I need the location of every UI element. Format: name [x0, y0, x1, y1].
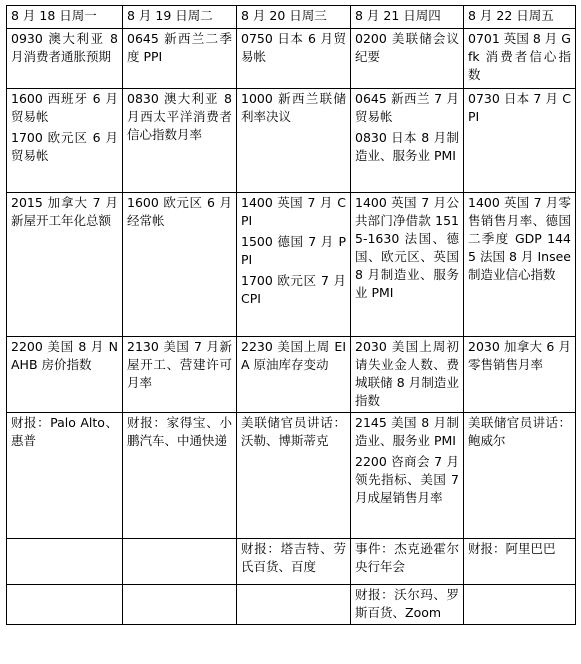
cell-wednesday — [237, 585, 351, 625]
header-day-tuesday: 8 月 19 日周二 — [123, 6, 237, 29]
header-day-friday: 8 月 22 日周五 — [464, 6, 576, 29]
event-entry: 财报：Palo Alto、惠普 — [11, 415, 118, 448]
event-entry: 0750 日本 6 月贸易帐 — [241, 31, 346, 64]
cell-monday — [7, 539, 123, 585]
cell-thursday — [351, 337, 464, 413]
cell-wednesday — [237, 29, 351, 89]
cell-thursday — [351, 29, 464, 89]
table-row — [7, 337, 576, 413]
cell-friday — [464, 585, 576, 625]
event-entry: 1400 英国 7 月 CPI — [241, 195, 346, 228]
cell-wednesday — [237, 193, 351, 337]
cell-friday — [464, 413, 576, 539]
event-entry: 1400 英国 7 月公共部门净借款 1515-1630 法国、德国、欧元区、英国 8 月制造业、服务业 PMI — [355, 195, 459, 300]
header-day-thursday: 8 月 21 日周四 — [351, 6, 464, 29]
cell-friday — [464, 89, 576, 193]
event-entry: 2145 美国 8 月制造业、服务业 PMI — [355, 415, 459, 448]
calendar-body — [7, 29, 576, 625]
event-entry: 0645 新西兰 7 月贸易帐 — [355, 91, 459, 124]
cell-wednesday — [237, 413, 351, 539]
event-entry: 2030 美国上周初请失业金人数、费城联储 8 月制造业指数 — [355, 339, 459, 408]
event-entry: 1500 德国 7 月 PPI — [241, 234, 346, 267]
cell-monday — [7, 89, 123, 193]
event-entry: 1600 欧元区 6 月经常帐 — [127, 195, 232, 228]
event-entry: 1700 欧元区 6 月贸易帐 — [11, 130, 118, 163]
event-entry: 美联储官员讲话：沃勒、博斯蒂克 — [241, 415, 346, 448]
cell-wednesday — [237, 89, 351, 193]
cell-tuesday — [123, 413, 237, 539]
event-entry: 财报：塔吉特、劳氏百货、百度 — [241, 541, 346, 574]
event-entry: 0701 英国 8 月 Gfk 消费者信心指数 — [468, 31, 571, 82]
event-entry: 0730 日本 7 月 CPI — [468, 91, 571, 124]
table-row — [7, 585, 576, 625]
event-entry: 0830 日本 8 月制造业、服务业 PMI — [355, 130, 459, 163]
event-entry: 事件：杰克逊霍尔央行年会 — [355, 541, 459, 574]
cell-monday — [7, 585, 123, 625]
cell-tuesday — [123, 337, 237, 413]
cell-thursday — [351, 585, 464, 625]
cell-tuesday — [123, 585, 237, 625]
cell-thursday — [351, 193, 464, 337]
cell-monday — [7, 193, 123, 337]
event-entry: 1700 欧元区 7 月 CPI — [241, 273, 346, 306]
header-day-wednesday: 8 月 20 日周三 — [237, 6, 351, 29]
event-entry: 0830 澳大利亚 8 月西太平洋消费者信心指数月率 — [127, 91, 232, 142]
event-entry: 1000 新西兰联储利率决议 — [241, 91, 346, 124]
cell-tuesday — [123, 193, 237, 337]
event-entry: 0200 美联储会议纪要 — [355, 31, 459, 64]
cell-thursday — [351, 413, 464, 539]
cell-friday — [464, 193, 576, 337]
header-row — [7, 6, 576, 29]
event-entry: 2200 美国 8 月 NAHB 房价指数 — [11, 339, 118, 372]
event-entry: 财报：沃尔玛、罗斯百货、Zoom — [355, 587, 459, 620]
event-entry: 美联储官员讲话：鲍威尔 — [468, 415, 571, 448]
header-day-monday: 8 月 18 日周一 — [7, 6, 123, 29]
table-row — [7, 413, 576, 539]
cell-friday — [464, 337, 576, 413]
cell-friday — [464, 29, 576, 89]
table-row — [7, 193, 576, 337]
cell-monday — [7, 29, 123, 89]
event-entry: 1600 西班牙 6 月贸易帐 — [11, 91, 118, 124]
event-entry: 2030 加拿大 6 月零售销售月率 — [468, 339, 571, 372]
table-row — [7, 29, 576, 89]
event-entry: 财报：家得宝、小鹏汽车、中通快递 — [127, 415, 232, 448]
event-entry: 2200 咨商会 7 月领先指标、美国 7 月成屋销售月率 — [355, 454, 459, 505]
event-entry: 0645 新西兰二季度 PPI — [127, 31, 232, 64]
cell-monday — [7, 337, 123, 413]
event-entry: 财报：阿里巴巴 — [468, 541, 556, 556]
table-row — [7, 89, 576, 193]
event-entry: 2230 美国上周 EIA 原油库存变动 — [241, 339, 346, 372]
cell-thursday — [351, 539, 464, 585]
event-entry: 1400 英国 7 月零售销售月率、德国二季度 GDP 1445 法国 8 月 Insee 制造业信心指数 — [468, 195, 571, 282]
cell-tuesday — [123, 29, 237, 89]
cell-thursday — [351, 89, 464, 193]
event-entry: 0930 澳大利亚 8 月消费者通胀预期 — [11, 31, 118, 64]
cell-tuesday — [123, 539, 237, 585]
cell-wednesday — [237, 337, 351, 413]
cell-wednesday — [237, 539, 351, 585]
cell-tuesday — [123, 89, 237, 193]
event-entry: 2130 美国 7 月新屋开工、营建许可月率 — [127, 339, 232, 390]
event-entry: 2015 加拿大 7 月新屋开工年化总额 — [11, 195, 118, 228]
economic-calendar-table — [6, 5, 576, 625]
table-row — [7, 539, 576, 585]
cell-monday — [7, 413, 123, 539]
cell-friday — [464, 539, 576, 585]
